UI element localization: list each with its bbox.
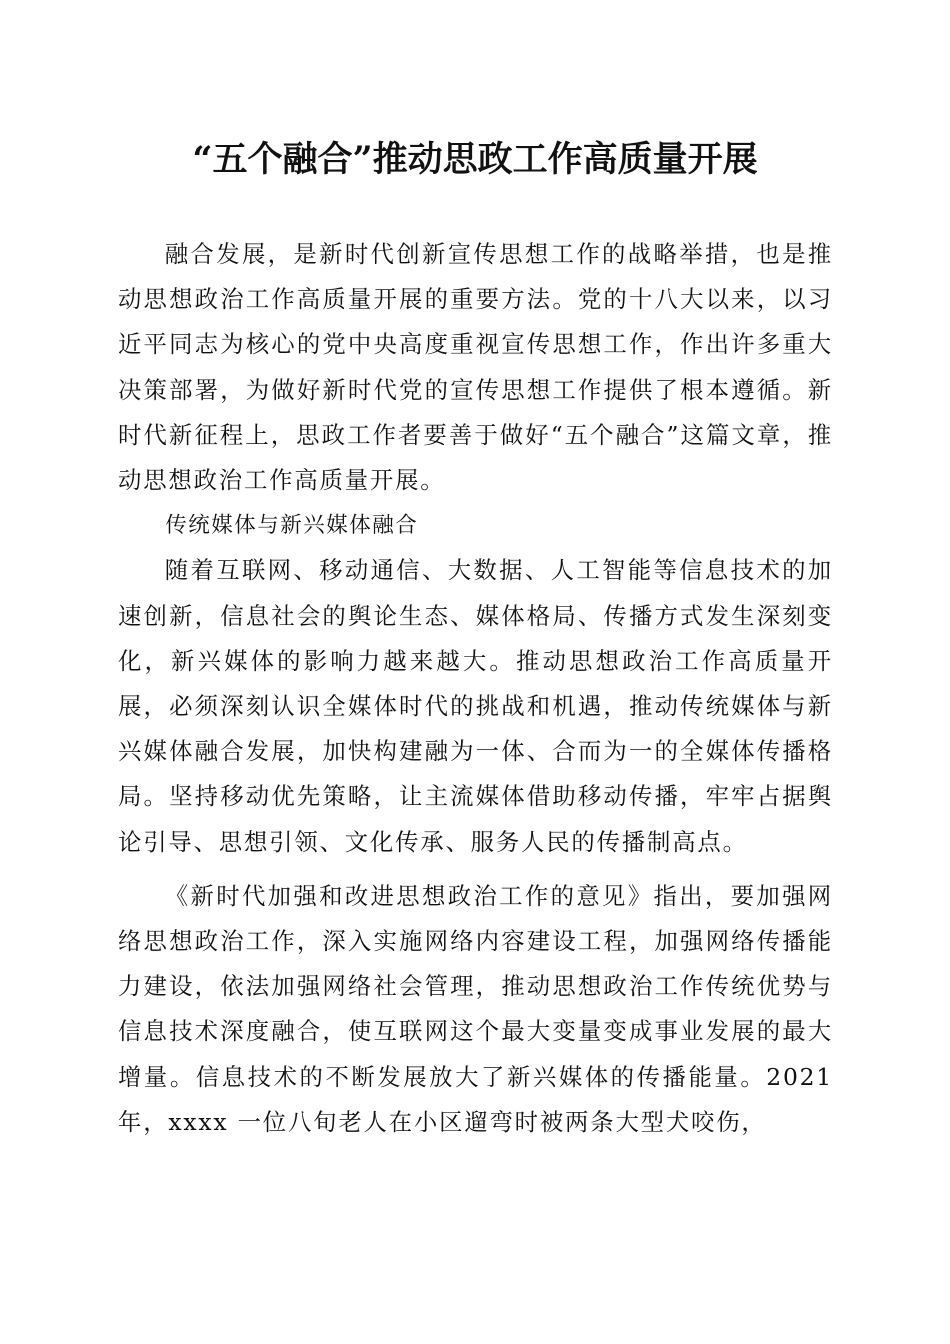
section1-paragraph-2 — [118, 874, 833, 1145]
section1-paragraph-2-tail: 2021 年，xxxx 一位八旬老人在小区遛弯时被两条大型犬咬伤， — [118, 1062, 833, 1136]
section1-paragraph-1: 随着互联网、移动通信、大数据、人工智能等信息技术的加速创新，信息社会的舆论生态、媒体格局、传播方式发生深刻变化，新兴媒体的影响力越来越大。推动思想政治工作高质量开展，必须深刻认识全媒体时代的挑战和机遇，推动传统媒体与新兴媒体融合发展，加快构建融为一体、合而为一的全媒体传播格局。坚持移动优先策略，让主流媒体借助移动传播，牢牢占据舆论引导、思想引领、文化传承、服务人民的传播制高点。 — [118, 556, 833, 856]
document-body — [118, 232, 833, 1145]
intro-paragraph: 融合发展，是新时代创新宣传思想工作的战略举措，也是推动思想政治工作高质量开展的重要方法。党的十八大以来，以习近平同志为核心的党中央高度重视宣传思想工作，作出许多重大决策部署，为做好新时代党的宣传思想工作提供了根本遵循。新时代新征程上，思政工作者要善于做好“五个融合”这篇文章，推动思想政治工作高质量开展。 — [118, 240, 833, 495]
section-heading-media-fusion: 传统媒体与新兴媒体融合 — [165, 513, 419, 539]
section1-paragraph-2-text: 《新时代加强和改进思想政治工作的意见》指出，要加强网络思想政治工作，深入实施网络内容建设工程，加强网络传播能力建设，依法加强网络社会管理，推动思想政治工作传统优势与信息技术深度融合，使互联网这个最大变量变成事业发展的最大增量。信息技术的不断发展放大了新兴媒体的传播能量。 — [118, 881, 833, 1091]
document-title: “五个融合”推动思政工作高质量开展 — [192, 139, 758, 180]
paragraph-spacer — [118, 865, 833, 874]
